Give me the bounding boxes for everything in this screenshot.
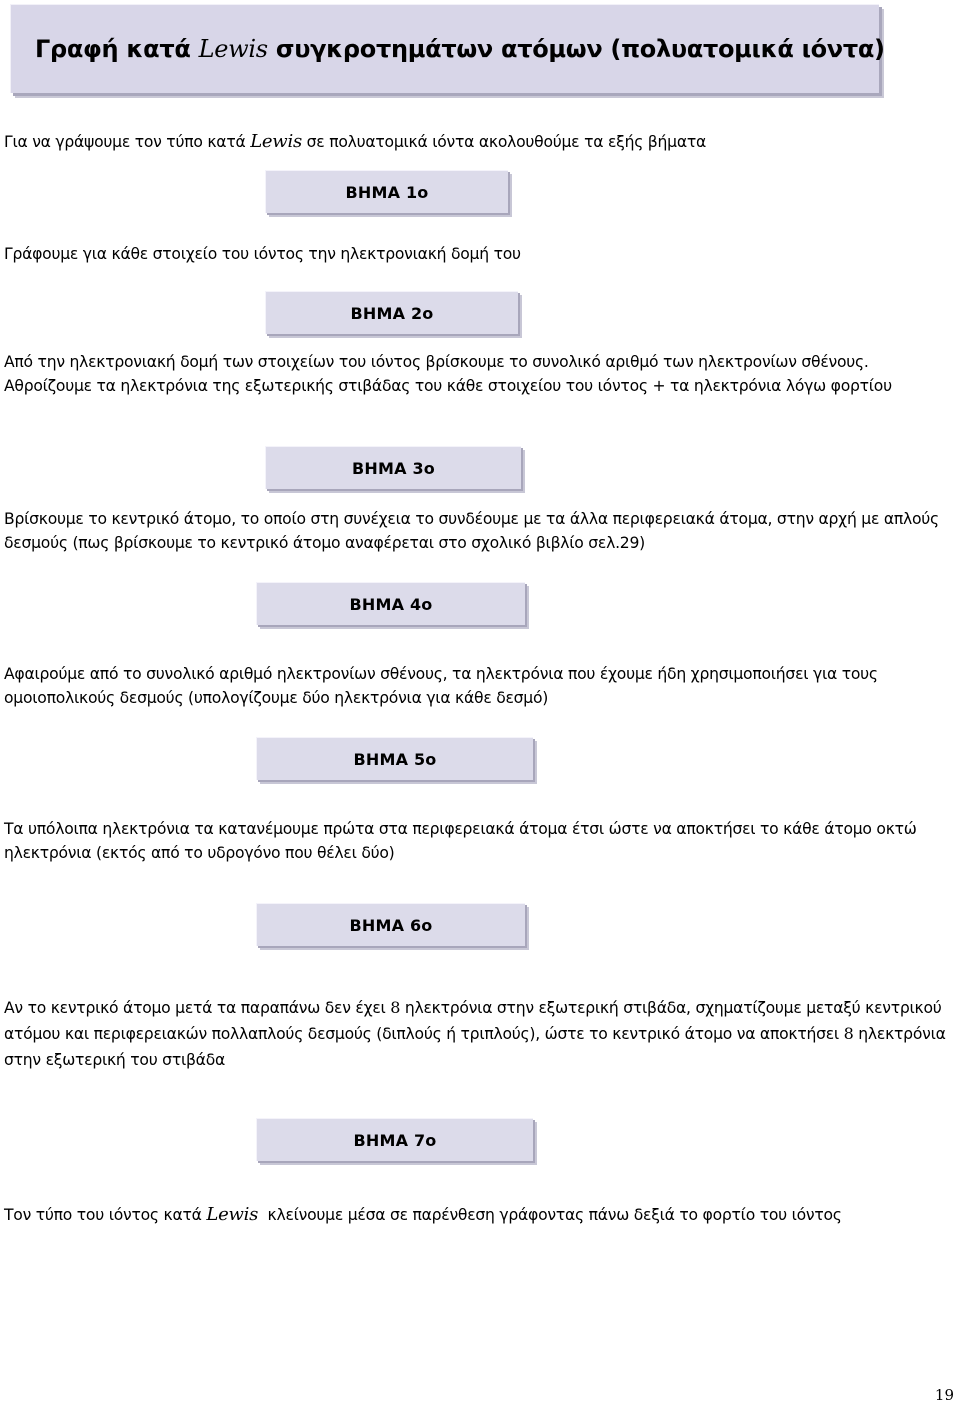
step-2-text: Από την ηλεκτρονιακή δομή των στοιχείων του ιόντος βρίσκουμε το συνολικό αριθμό των ηλεκτρονίων σθένους. Αθροίζουμε τα ηλεκτρόνια της εξωτερικής στιβάδας του κάθε στοιχείου του ιόντος + τα ηλεκτρόνια λόγω φορτίου: [4, 353, 892, 395]
intro-part-1: Για να γράψουμε τον τύπο κατά: [4, 133, 251, 151]
intro-part-2: σε πολυατομικά ιόντα ακολουθούμε τα εξής βήματα: [301, 133, 707, 151]
step-7-label: ΒΗΜΑ 7ο: [353, 1130, 437, 1150]
step-6-label: ΒΗΜΑ 6ο: [349, 915, 433, 935]
title-part-1: Γραφή κατά: [35, 35, 199, 63]
step-3-label: ΒΗΜΑ 3ο: [352, 458, 435, 478]
step-5-header: [256, 737, 533, 780]
intro-text: [4, 130, 956, 154]
title-part-2: συγκροτημάτων ατόμων (πολυατομικά ιόντα): [267, 35, 885, 63]
step-5-text: Τα υπόλοιπα ηλεκτρόνια τα κατανέμουμε πρώτα στα περιφερειακά άτομα έτσι ώστε να αποκτήσει το κάθε άτομο οκτώ ηλεκτρόνια (εκτός από το υδρογόνο που θέλει δύο): [4, 820, 917, 862]
intro-lewis: Lewis: [250, 131, 302, 152]
step-2-header: [265, 291, 518, 334]
step-1-header: [265, 170, 508, 213]
step-6-text-a: Αν το κεντρικό άτομο μετά τα παραπάνω δεν έχει: [4, 999, 391, 1017]
step-3-text: Βρίσκουμε το κεντρικό άτομο, το οποίο στη συνέχεια το συνδέουμε με τα άλλα περιφερειακά άτομα, στην αρχή με απλούς δεσμούς (πως βρίσκουμε το κεντρικό άτομο αναφέρεται στο σχολικό βιβλίο σελ.29): [4, 510, 939, 552]
title-banner: [10, 4, 885, 93]
step-4-label: ΒΗΜΑ 4ο: [349, 594, 433, 614]
step-5-label: ΒΗΜΑ 5ο: [353, 749, 437, 769]
step-1-label: ΒΗΜΑ 1ο: [345, 182, 429, 202]
step-6-number-b: 8: [843, 1024, 854, 1043]
step-6-number-a: 8: [390, 998, 401, 1017]
step-6-header: [256, 903, 525, 946]
step-3-header: [265, 446, 521, 489]
step-6-text-c: ηλεκτρόνια στην εξωτερική του στιβάδα: [4, 1025, 946, 1069]
step-7-header: [256, 1118, 533, 1161]
step-2-label: ΒΗΜΑ 2ο: [350, 303, 434, 323]
page-title: [35, 35, 885, 63]
step-7-lewis: Lewis: [206, 1204, 259, 1225]
step-4-header: [256, 582, 525, 625]
page-number: 19: [934, 1386, 954, 1404]
step-6-text: [4, 995, 956, 1073]
step-7-text-a: Τον τύπο του ιόντος κατά: [4, 1206, 207, 1224]
step-7-text: [4, 1203, 956, 1227]
step-1-text: Γράφουμε για κάθε στοιχείο του ιόντος την ηλεκτρονιακή δομή του: [4, 245, 521, 263]
title-lewis: Lewis: [198, 35, 268, 63]
step-4-text: Αφαιρούμε από το συνολικό αριθμό ηλεκτρονίων σθένους, τα ηλεκτρόνια που έχουμε ήδη χρησιμοποιήσει για τους ομοιοπολικούς δεσμούς (υπολογίζουμε δύο ηλεκτρόνια για κάθε δεσμό): [4, 665, 878, 707]
step-7-text-b: κλείνουμε μέσα σε παρένθεση γράφοντας πάνω δεξιά το φορτίο του ιόντος: [258, 1206, 842, 1224]
step-6-text-b: ηλεκτρόνια στην εξωτερική στιβάδα, σχηματίζουμε μεταξύ κεντρικού ατόμου και περιφερειακών πολλαπλούς δεσμούς (διπλούς ή τριπλούς), ώστε το κεντρικό άτομο να αποκτήσει: [4, 999, 942, 1043]
